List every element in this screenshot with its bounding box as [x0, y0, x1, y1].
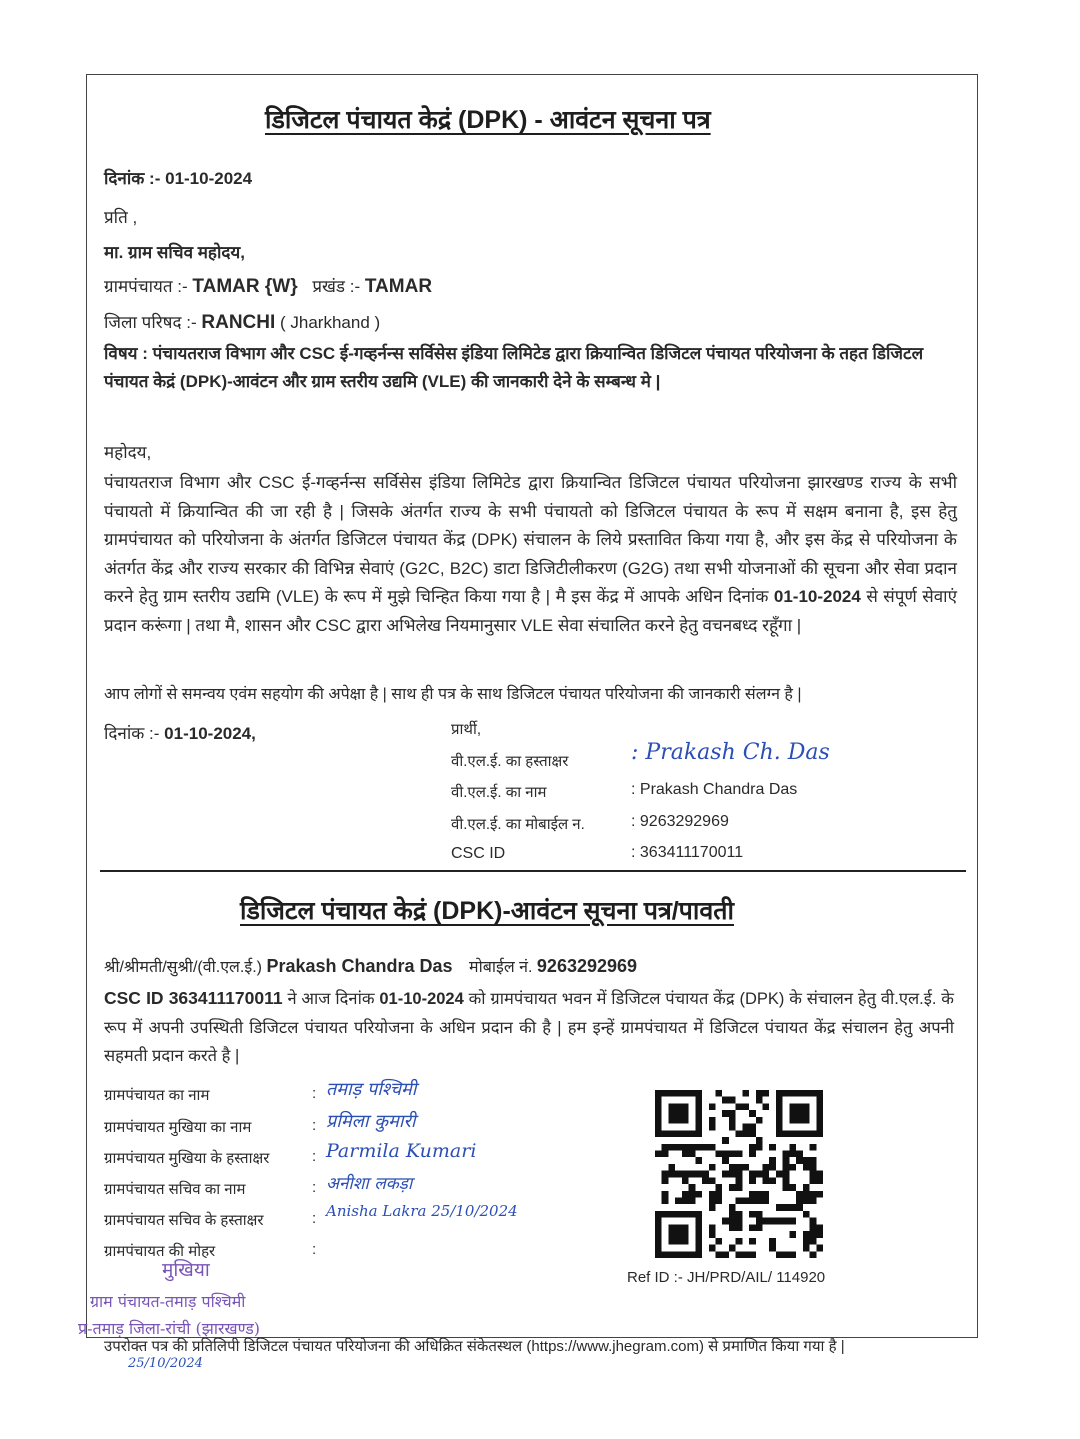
stamp-date: 25/10/2024	[128, 1356, 203, 1371]
district-value: RANCHI	[201, 312, 276, 333]
field-label: ग्रामपंचायत का नाम	[104, 1087, 210, 1104]
receipt-text-b: को ग्रामपंचायत भवन में डिजिटल पंचायत केंद्र (DPK) के संचालन हेतु वी.एल.ई. के रूप में अपनी उपस्थिती डिजिटल पंचायत परियोजना के अधिन प्रदान की है | हम इन्हें ग्रामपंचायत में डिजिटल पंचायत केंद्र संचालन हेतु अपनी सहमती प्रदान करते है |	[104, 990, 954, 1065]
stamp-line-2: ग्राम पंचायत-तमाड़ पश्चिमी	[90, 1292, 246, 1311]
field-handwritten-value: Anisha Lakra 25/10/2024	[326, 1202, 518, 1220]
block-value: TAMAR	[364, 276, 433, 297]
vle-sign-label: वी.एल.ई. का हस्ताक्षर	[451, 753, 569, 770]
field-label: ग्रामपंचायत मुखिया का नाम	[104, 1119, 252, 1136]
field-label: ग्रामपंचायत की मोहर	[104, 1243, 216, 1260]
vle-name-value: : Prakash Chandra Das	[631, 781, 798, 798]
receipt-name-line	[104, 955, 637, 977]
footer-date-line	[104, 721, 256, 744]
letter-title: डिजिटल पंचायत केद्रं (DPK) - आवंटन सूचना पत्र	[265, 106, 711, 134]
date-line	[104, 166, 252, 189]
body-part-2: से संपूर्ण सेवाएं प्रदान करूंगा | तथा मै, शासन और CSC द्वारा अभिलेख नियमानुसार VLE सेवा संचालित करने हेतु वचनबध्द रहूँगा |	[104, 587, 957, 635]
salutation: महोदय,	[104, 443, 152, 462]
field-colon: :	[312, 1179, 317, 1196]
qr-code-icon	[655, 1090, 823, 1258]
vle-mobile-label: वी.एल.ई. का मोबाईल न.	[451, 816, 585, 833]
body-paragraph	[104, 469, 957, 641]
field-handwritten-value: Parmila Kumari	[326, 1140, 477, 1162]
body-part-1: पंचायतराज विभाग और CSC ई-गव्हर्नन्स सर्विसेस इंडिया लिमिटेड द्वारा क्रियान्वित डिजिटल पंचायत परियोजना झारखण्ड राज्य के सभी पंचायतो में क्रियान्वित की जा रही है | जिसके अंतर्गत राज्य के सभी पंचायतो को डिजिटल पंचायत के रूप में सक्षम बनाना है, इस हेतु ग्रामपंचायत को परियोजना के अंतर्गत डिजिटल पंचायत केंद्र (DPK) संचालन के लिये प्रस्तावित किया गया है, और इस केंद्र से परियोजना के अंतर्गत केंद्र और राज्य सरकार की विभिन्न सेवाएं (G2C, B2C) डाटा डिजिटीलीकरण (G2G) तथा सभी योजनाओं की सूचना और सेवा प्रदान करने हेतु ग्राम स्तरीय उद्यमि (VLE) के रूप में मुझे चिन्हित किया गया है | मै इस केंद्र में आपके अधिन दिनांक	[104, 473, 957, 607]
gp-block-line	[104, 274, 432, 298]
footer-date-value: 01-10-2024,	[164, 724, 256, 743]
field-label: ग्रामपंचायत सचिव के हस्ताक्षर	[104, 1212, 264, 1229]
vle-name-label: वी.एल.ई. का नाम	[451, 784, 547, 801]
block-label: प्रखंड :-	[312, 277, 361, 296]
applicant-label: प्रार्थी,	[451, 721, 482, 738]
vle-signature: : Prakash Ch. Das	[631, 740, 830, 765]
receipt-csc-id: CSC ID 363411170011	[104, 988, 283, 1008]
field-colon: :	[312, 1085, 317, 1102]
district-label: जिला परिषद :-	[104, 313, 197, 332]
receipt-title: डिजिटल पंचायत केद्रं (DPK)-आवंटन सूचना पत्र/पावती	[240, 897, 734, 925]
field-label: ग्रामपंचायत सचिव का नाम	[104, 1181, 246, 1198]
mobile-label: मोबाईल नं.	[469, 959, 533, 976]
stamp-line-3: प्र-तमाड़ जिला-रांची (झारखण्ड)	[78, 1319, 260, 1338]
name-prefix: श्री/श्रीमती/सुश्री/(वी.एल.ई.)	[104, 959, 262, 976]
gp-value: TAMAR {W}	[192, 276, 298, 297]
body-date: 01-10-2024	[773, 587, 861, 607]
gp-label: ग्रामपंचायत :-	[104, 277, 188, 296]
footer-date-label: दिनांक :-	[104, 724, 160, 743]
to-line: प्रति ,	[104, 208, 138, 227]
date-value: 01-10-2024	[165, 169, 253, 188]
field-colon: :	[312, 1117, 317, 1134]
vle-name: Prakash Chandra Das	[266, 956, 453, 976]
field-handwritten-value: प्रमिला कुमारी	[326, 1111, 416, 1132]
field-colon: :	[312, 1148, 317, 1165]
footer-note: उपरोक्त पत्र की प्रतिलिपी डिजिटल पंचायत परियोजना की अधिक्रित संकेतस्थल (https://www.jhegram.com) से प्रमाणित किया गया है |	[104, 1338, 845, 1355]
field-colon: :	[312, 1241, 317, 1258]
subject-paragraph: विषय : पंचायतराज विभाग और CSC ई-गव्हर्नन्स सर्विसेस इंडिया लिमिटेड द्वारा क्रियान्वित डिजिटल पंचायत परियोजना के तहत डिजिटल पंचायत केद्रं (DPK)-आवंटन और ग्राम स्तरीय उद्यमि (VLE) की जानकारी देने के सम्बन्ध मे |	[104, 344, 924, 391]
receipt-paragraph	[104, 984, 954, 1071]
receipt-text-a: ने आज दिनांक	[287, 990, 375, 1008]
cooperation-line: आप लोगों से समन्वय एवंम सहयोग की अपेक्षा है | साथ ही पत्र के साथ डिजिटल पंचायत परियोजना की जानकारी संलग्न है |	[104, 686, 802, 703]
field-colon: :	[312, 1210, 317, 1227]
ref-id: Ref ID :- JH/PRD/AIL/ 114920	[627, 1269, 826, 1286]
district-line	[104, 310, 380, 334]
csc-id-value: : 363411170011	[631, 844, 744, 861]
mobile-value: 9263292969	[536, 956, 638, 976]
field-label: ग्रामपंचायत मुखिया के हस्ताक्षर	[104, 1150, 270, 1167]
stamp-line-1: मुखिया	[162, 1259, 210, 1281]
field-handwritten-value: अनीशा लकड़ा	[326, 1174, 413, 1194]
state-value: ( Jharkhand )	[280, 313, 381, 332]
vle-mobile-value: : 9263292969	[631, 813, 729, 830]
field-handwritten-value: तमाड़ पश्चिमी	[326, 1079, 417, 1100]
section-divider	[100, 870, 966, 872]
date-label: दिनांक :-	[104, 169, 161, 188]
csc-id-label: CSC ID	[451, 845, 506, 862]
receipt-date: 01-10-2024	[379, 990, 464, 1008]
addressee: मा. ग्राम सचिव महोदय,	[104, 243, 245, 262]
